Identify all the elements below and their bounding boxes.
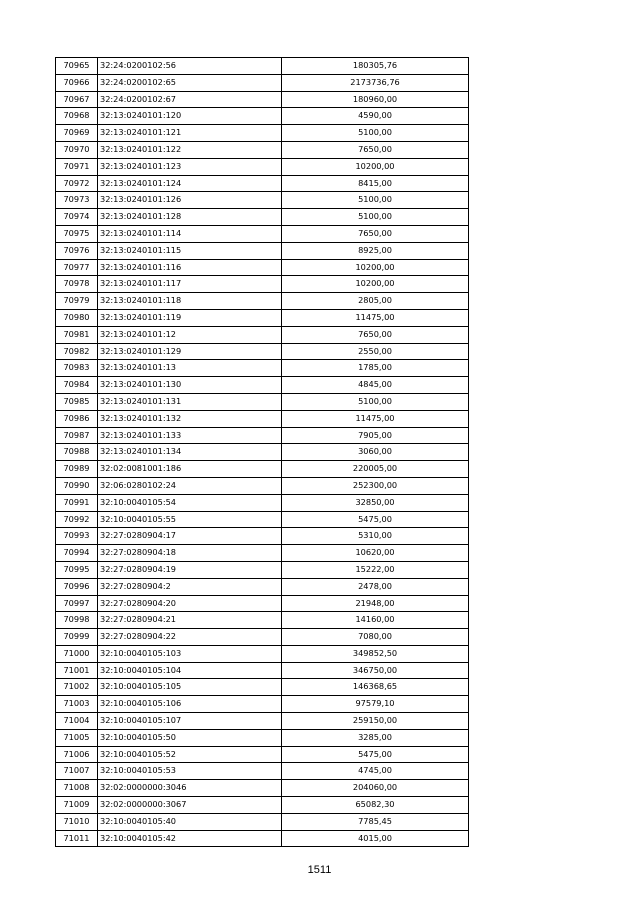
cadastral-value-cell: 5100,00 [282, 192, 469, 209]
table-row [56, 645, 469, 662]
row-number-cell: 70988 [56, 444, 98, 461]
cadastral-value-cell: 32850,00 [282, 494, 469, 511]
table-row [56, 696, 469, 713]
page-number: 1511 [307, 864, 332, 876]
cadastral-value-cell: 7080,00 [282, 629, 469, 646]
row-number-cell: 70977 [56, 259, 98, 276]
cadastral-value-cell: 180305,76 [282, 58, 469, 75]
row-number-cell: 70995 [56, 561, 98, 578]
cadastral-number-cell: 32:10:0040105:105 [98, 679, 282, 696]
cadastral-value-cell: 97579,10 [282, 696, 469, 713]
table-row [56, 494, 469, 511]
table-row [56, 410, 469, 427]
cadastral-number-cell: 32:13:0240101:116 [98, 259, 282, 276]
row-number-cell: 70985 [56, 393, 98, 410]
row-number-cell: 70973 [56, 192, 98, 209]
cadastral-value-cell: 3285,00 [282, 729, 469, 746]
cadastral-value-cell: 7905,00 [282, 427, 469, 444]
cadastral-number-cell: 32:24:0200102:67 [98, 91, 282, 108]
row-number-cell: 70999 [56, 629, 98, 646]
row-number-cell: 70972 [56, 175, 98, 192]
cadastral-value-cell: 65082,30 [282, 797, 469, 814]
cadastral-value-cell: 259150,00 [282, 713, 469, 730]
table-row [56, 309, 469, 326]
cadastral-value-cell: 10200,00 [282, 158, 469, 175]
cadastral-value-cell: 14160,00 [282, 612, 469, 629]
row-number-cell: 70975 [56, 225, 98, 242]
cadastral-number-cell: 32:13:0240101:119 [98, 309, 282, 326]
cadastral-value-cell: 5100,00 [282, 125, 469, 142]
cadastral-number-cell: 32:10:0040105:42 [98, 830, 282, 847]
cadastral-number-cell: 32:13:0240101:117 [98, 276, 282, 293]
cadastral-value-cell: 3060,00 [282, 444, 469, 461]
row-number-cell: 70969 [56, 125, 98, 142]
cadastral-number-cell: 32:27:0280904:18 [98, 545, 282, 562]
row-number-cell: 70989 [56, 461, 98, 478]
table-row [56, 377, 469, 394]
cadastral-value-cell: 10200,00 [282, 259, 469, 276]
table-row [56, 343, 469, 360]
table-row [56, 444, 469, 461]
cadastral-value-cell: 4745,00 [282, 763, 469, 780]
cadastral-value-cell: 5310,00 [282, 528, 469, 545]
cadastral-number-cell: 32:27:0280904:2 [98, 578, 282, 595]
row-number-cell: 71006 [56, 746, 98, 763]
row-number-cell: 70971 [56, 158, 98, 175]
row-number-cell: 70993 [56, 528, 98, 545]
table-row [56, 225, 469, 242]
row-number-cell: 70994 [56, 545, 98, 562]
cadastral-value-cell: 5100,00 [282, 393, 469, 410]
table-row [56, 58, 469, 75]
row-number-cell: 70976 [56, 242, 98, 259]
cadastral-value-cell: 4845,00 [282, 377, 469, 394]
cadastral-value-cell: 2173736,76 [282, 74, 469, 91]
cadastral-number-cell: 32:13:0240101:131 [98, 393, 282, 410]
table-row [56, 797, 469, 814]
table-row [56, 209, 469, 226]
table-row [56, 780, 469, 797]
cadastral-value-cell: 2550,00 [282, 343, 469, 360]
cadastral-value-cell: 11475,00 [282, 410, 469, 427]
cadastral-number-cell: 32:10:0040105:52 [98, 746, 282, 763]
table-row [56, 125, 469, 142]
row-number-cell: 71003 [56, 696, 98, 713]
cadastral-value-cell: 5475,00 [282, 746, 469, 763]
cadastral-value-cell: 346750,00 [282, 662, 469, 679]
table-row [56, 545, 469, 562]
cadastral-value-cell: 349852,50 [282, 645, 469, 662]
cadastral-value-cell: 7650,00 [282, 141, 469, 158]
cadastral-value-cell: 10200,00 [282, 276, 469, 293]
row-number-cell: 70987 [56, 427, 98, 444]
table-row [56, 662, 469, 679]
cadastral-value-cell: 7650,00 [282, 326, 469, 343]
cadastral-value-cell: 7650,00 [282, 225, 469, 242]
cadastral-number-cell: 32:13:0240101:120 [98, 108, 282, 125]
cadastral-value-cell: 5100,00 [282, 209, 469, 226]
row-number-cell: 71002 [56, 679, 98, 696]
cadastral-value-cell: 4590,00 [282, 108, 469, 125]
cadastral-number-cell: 32:10:0040105:104 [98, 662, 282, 679]
table-row [56, 612, 469, 629]
cadastral-number-cell: 32:13:0240101:115 [98, 242, 282, 259]
cadastral-number-cell: 32:13:0240101:134 [98, 444, 282, 461]
table-row [56, 713, 469, 730]
row-number-cell: 70982 [56, 343, 98, 360]
cadastral-number-cell: 32:10:0040105:103 [98, 645, 282, 662]
cadastral-number-cell: 32:13:0240101:128 [98, 209, 282, 226]
cadastral-number-cell: 32:06:0280102:24 [98, 477, 282, 494]
row-number-cell: 70997 [56, 595, 98, 612]
cadastral-number-cell: 32:13:0240101:121 [98, 125, 282, 142]
cadastral-number-cell: 32:13:0240101:123 [98, 158, 282, 175]
cadastral-number-cell: 32:02:0000000:3046 [98, 780, 282, 797]
cadastral-number-cell: 32:13:0240101:133 [98, 427, 282, 444]
cadastral-value-cell: 11475,00 [282, 309, 469, 326]
cadastral-value-cell: 7785,45 [282, 813, 469, 830]
row-number-cell: 70965 [56, 58, 98, 75]
cadastral-value-cell: 180960,00 [282, 91, 469, 108]
row-number-cell: 70968 [56, 108, 98, 125]
cadastral-number-cell: 32:10:0040105:50 [98, 729, 282, 746]
cadastral-value-cell: 21948,00 [282, 595, 469, 612]
row-number-cell: 70974 [56, 209, 98, 226]
row-number-cell: 70984 [56, 377, 98, 394]
cadastral-number-cell: 32:24:0200102:56 [98, 58, 282, 75]
cadastral-value-cell: 252300,00 [282, 477, 469, 494]
table-row [56, 259, 469, 276]
table-row [56, 326, 469, 343]
table-row [56, 813, 469, 830]
row-number-cell: 71000 [56, 645, 98, 662]
cadastral-number-cell: 32:10:0040105:53 [98, 763, 282, 780]
cadastral-number-cell: 32:13:0240101:114 [98, 225, 282, 242]
row-number-cell: 71011 [56, 830, 98, 847]
table-row [56, 74, 469, 91]
row-number-cell: 70996 [56, 578, 98, 595]
row-number-cell: 70992 [56, 511, 98, 528]
table-row [56, 360, 469, 377]
cadastral-value-cell: 8415,00 [282, 175, 469, 192]
table-row [56, 746, 469, 763]
table-row [56, 561, 469, 578]
row-number-cell: 70991 [56, 494, 98, 511]
cadastral-number-cell: 32:13:0240101:129 [98, 343, 282, 360]
row-number-cell: 70970 [56, 141, 98, 158]
table-row [56, 578, 469, 595]
cadastral-number-cell: 32:10:0040105:55 [98, 511, 282, 528]
cadastral-number-cell: 32:13:0240101:122 [98, 141, 282, 158]
row-number-cell: 70983 [56, 360, 98, 377]
table-row [56, 511, 469, 528]
table-row [56, 141, 469, 158]
table-row [56, 158, 469, 175]
cadastral-number-cell: 32:02:0081001:186 [98, 461, 282, 478]
row-number-cell: 70966 [56, 74, 98, 91]
cadastral-number-cell: 32:27:0280904:22 [98, 629, 282, 646]
cadastral-number-cell: 32:13:0240101:118 [98, 293, 282, 310]
table-body [56, 58, 469, 847]
cadastral-number-cell: 32:27:0280904:19 [98, 561, 282, 578]
cadastral-value-cell: 8925,00 [282, 242, 469, 259]
cadastral-value-cell: 2805,00 [282, 293, 469, 310]
cadastral-value-cell: 1785,00 [282, 360, 469, 377]
row-number-cell: 70986 [56, 410, 98, 427]
cadastral-number-cell: 32:13:0240101:130 [98, 377, 282, 394]
cadastral-value-cell: 15222,00 [282, 561, 469, 578]
table-row [56, 629, 469, 646]
row-number-cell: 71004 [56, 713, 98, 730]
cadastral-value-cell: 4015,00 [282, 830, 469, 847]
row-number-cell: 70967 [56, 91, 98, 108]
cadastral-number-cell: 32:13:0240101:132 [98, 410, 282, 427]
row-number-cell: 70980 [56, 309, 98, 326]
row-number-cell: 71010 [56, 813, 98, 830]
cadastral-number-cell: 32:27:0280904:17 [98, 528, 282, 545]
table-row [56, 461, 469, 478]
row-number-cell: 71001 [56, 662, 98, 679]
cadastral-value-table [55, 57, 469, 847]
row-number-cell: 70981 [56, 326, 98, 343]
cadastral-number-cell: 32:27:0280904:20 [98, 595, 282, 612]
cadastral-value-cell: 220005,00 [282, 461, 469, 478]
table-row [56, 175, 469, 192]
row-number-cell: 71007 [56, 763, 98, 780]
cadastral-value-cell: 10620,00 [282, 545, 469, 562]
table-row [56, 528, 469, 545]
table-row [56, 763, 469, 780]
row-number-cell: 70990 [56, 477, 98, 494]
table-row [56, 729, 469, 746]
table-row [56, 276, 469, 293]
cadastral-number-cell: 32:02:0000000:3067 [98, 797, 282, 814]
cadastral-number-cell: 32:13:0240101:126 [98, 192, 282, 209]
row-number-cell: 70978 [56, 276, 98, 293]
cadastral-value-cell: 2478,00 [282, 578, 469, 595]
row-number-cell: 70979 [56, 293, 98, 310]
table-row [56, 477, 469, 494]
cadastral-number-cell: 32:13:0240101:12 [98, 326, 282, 343]
cadastral-number-cell: 32:10:0040105:106 [98, 696, 282, 713]
cadastral-number-cell: 32:10:0040105:107 [98, 713, 282, 730]
row-number-cell: 71008 [56, 780, 98, 797]
cadastral-number-cell: 32:10:0040105:54 [98, 494, 282, 511]
table-row [56, 293, 469, 310]
cadastral-number-cell: 32:13:0240101:13 [98, 360, 282, 377]
cadastral-number-cell: 32:24:0200102:65 [98, 74, 282, 91]
cadastral-number-cell: 32:10:0040105:40 [98, 813, 282, 830]
table-row [56, 595, 469, 612]
row-number-cell: 71005 [56, 729, 98, 746]
row-number-cell: 71009 [56, 797, 98, 814]
cadastral-value-cell: 204060,00 [282, 780, 469, 797]
table-row [56, 830, 469, 847]
table-row [56, 242, 469, 259]
table-row [56, 427, 469, 444]
table-row [56, 679, 469, 696]
cadastral-value-cell: 5475,00 [282, 511, 469, 528]
cadastral-value-cell: 146368,65 [282, 679, 469, 696]
table-row [56, 91, 469, 108]
cadastral-number-cell: 32:27:0280904:21 [98, 612, 282, 629]
table-row [56, 393, 469, 410]
table-row [56, 192, 469, 209]
cadastral-number-cell: 32:13:0240101:124 [98, 175, 282, 192]
table-row [56, 108, 469, 125]
row-number-cell: 70998 [56, 612, 98, 629]
